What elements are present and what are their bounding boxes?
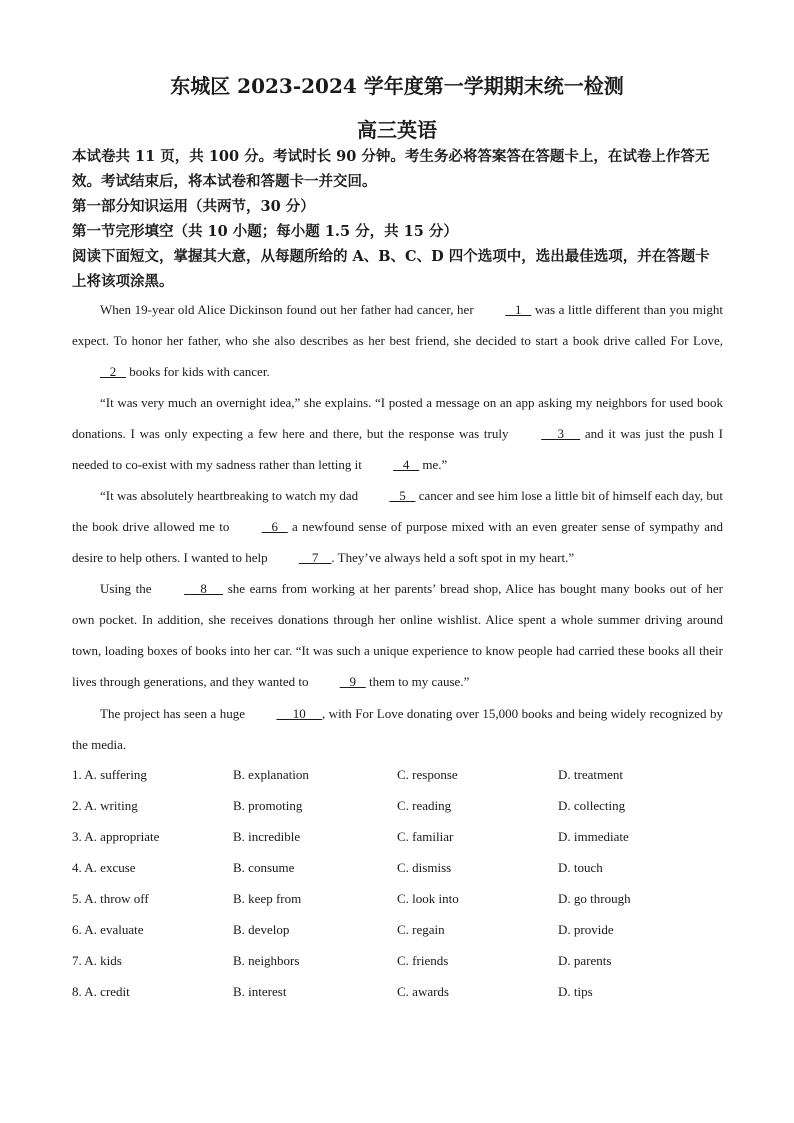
passage-text: Using the [100,581,157,596]
blank-10: 10 [276,706,322,721]
option-a: 4. A. excuse [72,860,136,875]
option-c: C. friends [397,953,449,968]
option-c: C. dismiss [397,860,452,875]
option-b: B. promoting [233,798,303,813]
passage-text: them to my cause.” [365,674,470,689]
passage-text: “It was absolutely heartbreaking to watch my dad [100,488,362,503]
option-row-2 [72,794,724,825]
section-heading: 第一节完形填空（共 10 小题；每小题 1.5 分，共 15 分） [72,223,458,240]
option-a: 8. A. credit [72,984,130,999]
option-a: 2. A. writing [72,798,138,813]
blank-3: 3 [541,426,581,441]
passage-text: When 19-year old Alice Dickinson found out her father had cancer, her [100,302,478,317]
exam-title: 东城区 2023-2024 学年度第一学期期末统一检测 [170,74,624,98]
passage-text: , with For Love donating over 15,000 books and being widely recognized by the media. [72,706,723,752]
option-c: C. reading [397,798,452,813]
option-a: 7. A. kids [72,953,122,968]
option-d: D. collecting [558,798,626,813]
option-b: B. neighbors [233,953,300,968]
exam-instructions: 本试卷共 11 页，共 100 分。考试时长 90 分钟。考生务必将答案答在答题卡上，在试卷上作答无效。考试结束后，将本试卷和答题卡一并交回。 [72,148,710,190]
option-d: D. immediate [558,829,629,844]
passage-text: cancer and see him lose a little bit of himself each day, but the book drive allowed me to [72,488,723,534]
blank-9: 9 [339,674,366,689]
exam-subject: 高三英语 [357,118,437,142]
option-c: C. familiar [397,829,454,844]
option-d: D. treatment [558,767,623,782]
blank-5: 5 [389,488,416,503]
option-b: B. incredible [233,829,301,844]
passage-text: books for kids with cancer. [126,364,270,379]
passage-paragraph-3 [72,480,723,573]
passage-text: a newfound sense of purpose mixed with an even greater sense of sympathy and desire to help others. I wanted to help [72,519,723,565]
passage-text: “It was very much an overnight idea,” she explains. “I posted a message on an app asking my neighbors for used book donations. I was only expecting a few here and there, but the response was truly [72,395,723,441]
passage-text: was a little different than you might expect. To honor her father, who she also describes as her best friend, she decided to start a book drive called For Love, [72,302,723,348]
passage-paragraph-4 [72,573,723,697]
passage-paragraph-5 [72,698,723,760]
option-row-6 [72,918,724,949]
passage-paragraph-2 [72,387,723,480]
option-row-3 [72,825,724,856]
blank-8: 8 [184,581,224,596]
option-b: B. keep from [233,891,302,906]
passage-text: . They’ve always held a soft spot in my heart.” [331,550,575,565]
option-row-8 [72,980,724,1011]
option-c: C. look into [397,891,459,906]
option-d: D. tips [558,984,593,999]
option-c: C. response [397,767,458,782]
blank-1: 1 [505,302,532,317]
passage-paragraph-1 [72,294,723,387]
part-heading: 第一部分知识运用（共两节，30 分） [72,198,315,215]
option-c: C. regain [397,922,445,937]
option-row-4 [72,856,724,887]
option-a: 5. A. throw off [72,891,149,906]
section-directions: 阅读下面短文，掌握其大意，从每题所给的 A、B、C、D 四个选项中，选出最佳选项，并在答题卡上将该项涂黑。 [72,248,710,290]
option-b: B. interest [233,984,287,999]
option-b: B. explanation [233,767,309,782]
answer-options [72,763,724,1011]
passage-text: she earns from working at her parents’ bread shop, Alice has bought many books out of her own pocket. In addition, she receives donations through her online wishlist. Alice spent a whole summer driving around town, loading boxes of books into her car. “It was such a unique experience to know people had carried these books all their lives through generations, and they wanted to [72,581,723,689]
option-a: 3. A. appropriate [72,829,160,844]
option-row-1 [72,763,724,794]
passage-text: me.” [419,457,448,472]
blank-7: 7 [298,550,332,565]
passage-text: The project has seen a huge [100,706,249,721]
option-b: B. consume [233,860,295,875]
option-d: D. parents [558,953,612,968]
option-d: D. go through [558,891,631,906]
option-a: 1. A. suffering [72,767,147,782]
option-a: 6. A. evaluate [72,922,144,937]
blank-4: 4 [393,457,420,472]
passage-text: and it was just the push I needed to co-exist with my sadness rather than letting it [72,426,723,472]
option-row-5 [72,887,724,918]
option-d: D. provide [558,922,614,937]
blank-2: 2 [100,364,126,379]
option-d: D. touch [558,860,603,875]
blank-6: 6 [261,519,288,534]
option-row-7 [72,949,724,980]
option-b: B. develop [233,922,290,937]
option-c: C. awards [397,984,449,999]
